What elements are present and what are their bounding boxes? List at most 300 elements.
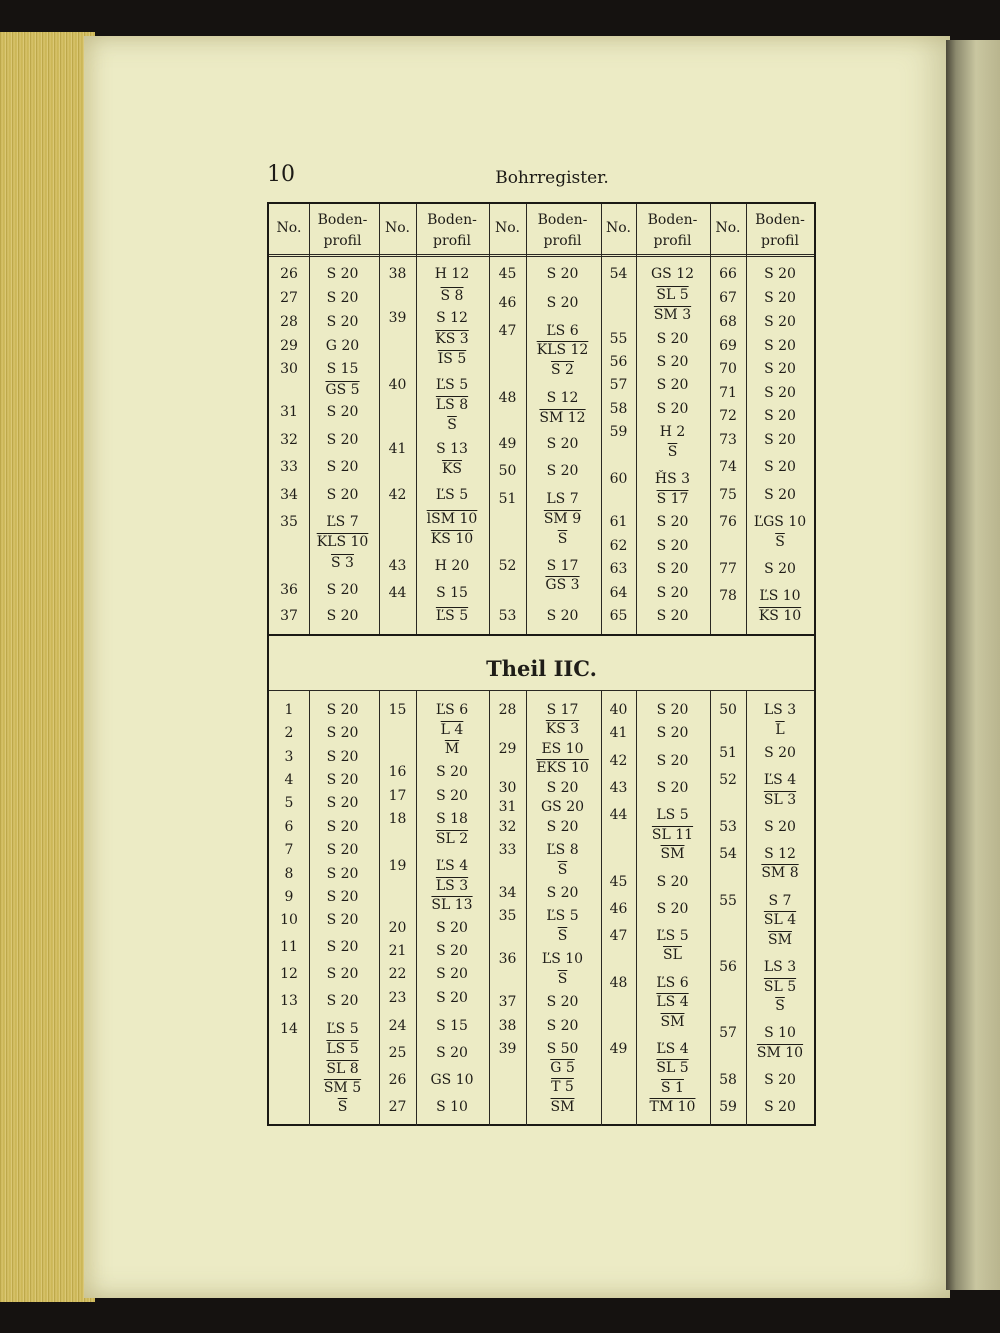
bohrregister-table — [267, 202, 816, 1126]
bore-number: 63 — [609, 561, 628, 577]
soil-profile-entry: KS 3 — [435, 331, 469, 347]
soil-profile-entry: S 15 — [436, 585, 468, 601]
bore-number: 38 — [498, 1018, 517, 1034]
soil-profile-entry: S 20 — [436, 990, 468, 1006]
bore-number: 22 — [388, 966, 407, 982]
soil-profile-entry: EKS 10 — [536, 760, 589, 776]
bore-number: 50 — [719, 702, 737, 718]
soil-profile-entry: ĽS 6 — [656, 975, 689, 991]
bore-number: 26 — [280, 266, 298, 282]
bore-number: 59 — [609, 424, 628, 440]
soil-profile-entry: LS 3 — [435, 878, 469, 894]
soil-profile-entry: LS 4 — [656, 994, 689, 1010]
soil-profile-entry: S 1 — [661, 1080, 684, 1096]
bore-number: 3 — [284, 749, 294, 765]
soil-profile-entry: S 50 — [546, 1041, 579, 1057]
bore-number: 16 — [388, 764, 407, 780]
bore-number: 40 — [388, 377, 407, 393]
header-bodenprofil: Boden- profil — [427, 212, 477, 249]
bore-number: 34 — [498, 885, 517, 901]
soil-profile-entry: S 12 — [436, 310, 468, 326]
bore-number: 49 — [498, 436, 517, 452]
soil-profile-entry: S 20 — [326, 266, 359, 282]
soil-profile-entry: $\overline{SL}$ — [663, 947, 682, 963]
bore-number: 72 — [719, 408, 737, 424]
bore-number: 43 — [388, 558, 407, 574]
soil-profile-entry: S 20 — [656, 538, 689, 554]
soil-profile-entry: SL 11 — [651, 827, 694, 843]
soil-profile-entry: S 20 — [656, 354, 689, 370]
soil-profile-entry: S 20 — [656, 608, 689, 624]
header-no: No. — [276, 220, 302, 236]
soil-profile-entry: LS 5 — [656, 807, 689, 823]
soil-profile-entry: LS 5 — [326, 1041, 359, 1057]
bore-number: 27 — [388, 1099, 407, 1115]
soil-profile-entry: S 20 — [326, 889, 359, 905]
soil-profile-entry: SM 3 — [653, 307, 692, 323]
bore-number: 30 — [280, 361, 298, 377]
soil-profile-entry: ES 10 — [541, 741, 584, 757]
soil-profile-entry: ĽS 5 — [435, 487, 469, 503]
soil-profile-entry: S 20 — [546, 463, 579, 479]
soil-profile-entry: S 20 — [326, 842, 359, 858]
soil-profile-entry: S 20 — [764, 561, 796, 577]
bore-number: 37 — [498, 994, 517, 1010]
soil-profile-entry: G 5 — [550, 1060, 575, 1076]
bore-number: 58 — [609, 401, 628, 417]
bore-number: 12 — [280, 966, 298, 982]
soil-profile-entry: ĽS 8 — [546, 842, 579, 858]
soil-profile-entry: S 20 — [656, 585, 689, 601]
soil-profile-entry: KLS 10 — [316, 534, 369, 550]
soil-profile-entry: GS 5 — [325, 382, 360, 398]
bore-number: 75 — [719, 487, 737, 503]
soil-profile-entry: ĽS 4 — [435, 858, 469, 874]
page-number: 10 — [267, 162, 295, 187]
bore-number: 36 — [498, 951, 517, 967]
soil-profile-entry: S 20 — [436, 920, 468, 936]
bore-number: 41 — [388, 441, 407, 457]
header-bodenprofil: Boden- profil — [755, 212, 805, 249]
soil-profile-entry: KS 10 — [758, 608, 802, 624]
soil-profile-entry: LS 8 — [435, 397, 469, 413]
bore-number: 23 — [388, 990, 407, 1006]
soil-profile-entry: S 10 — [436, 1099, 468, 1115]
header-no: No. — [385, 220, 410, 236]
bore-number: 62 — [609, 538, 628, 554]
bore-number: 55 — [719, 893, 737, 909]
soil-profile-entry: S 20 — [326, 966, 359, 982]
bore-number: 52 — [719, 772, 737, 788]
soil-profile-entry: S 20 — [764, 487, 796, 503]
soil-profile-entry: ĽS 5 — [435, 608, 469, 624]
bore-number: 61 — [609, 514, 628, 530]
soil-profile-entry: S 20 — [656, 725, 689, 741]
soil-profile-entry: $\overline{S}$ — [337, 1099, 348, 1115]
bore-number: 56 — [609, 354, 628, 370]
soil-profile-entry: S 20 — [764, 1099, 796, 1115]
header-no: No. — [495, 220, 520, 236]
soil-profile-entry: TM 10 — [649, 1099, 696, 1115]
header-bodenprofil: Boden- profil — [317, 212, 368, 249]
soil-profile-entry: S 20 — [326, 772, 359, 788]
bore-number: 69 — [719, 338, 737, 354]
soil-profile-entry: $\overline{S}$ — [557, 971, 568, 987]
soil-profile-entry: SL 4 — [763, 912, 797, 928]
soil-profile-entry: $\overline{KS}$ — [441, 461, 463, 477]
soil-profile-entry: SL 8 — [326, 1061, 359, 1077]
soil-profile-entry: H 20 — [434, 558, 470, 574]
soil-profile-entry: SL 5 — [656, 287, 689, 303]
bore-number: 36 — [280, 582, 298, 598]
bore-number: 65 — [609, 608, 628, 624]
soil-profile-entry: S 20 — [764, 266, 796, 282]
soil-profile-entry: ĽS 4 — [763, 772, 797, 788]
soil-profile-entry: SL 13 — [431, 897, 473, 913]
bore-number: 47 — [609, 928, 628, 944]
soil-profile-entry: $\overline{S}$ — [557, 862, 568, 878]
soil-profile-entry: SM 10 — [756, 1045, 804, 1061]
soil-profile-entry: S 20 — [656, 874, 689, 890]
bore-number: 11 — [280, 939, 298, 955]
soil-profile-entry: S 20 — [764, 408, 796, 424]
soil-profile-entry: T 5 — [551, 1079, 574, 1095]
header-bodenprofil: Boden- profil — [537, 212, 588, 249]
bore-number: 24 — [388, 1018, 407, 1034]
bore-number: 58 — [719, 1072, 737, 1088]
soil-profile-entry: S 20 — [326, 702, 359, 718]
bore-number: 8 — [284, 866, 294, 882]
bore-number: 31 — [280, 404, 298, 420]
soil-profile-entry: $\overline{S}$ — [447, 417, 457, 433]
bore-number: 13 — [280, 993, 298, 1009]
book-page-edges — [0, 32, 95, 1302]
bore-number: 56 — [719, 959, 737, 975]
bore-number: 71 — [719, 385, 737, 401]
bore-number: 78 — [719, 588, 737, 604]
soil-profile-entry: S 8 — [440, 288, 464, 304]
soil-profile-entry: S 15 — [326, 361, 359, 377]
soil-profile-entry: S 20 — [764, 432, 796, 448]
bore-number: 47 — [498, 323, 517, 339]
bore-number: 10 — [280, 912, 298, 928]
soil-profile-entry: $\overline{SM}$ — [660, 846, 685, 862]
bore-number: 44 — [609, 807, 628, 823]
soil-profile-entry: SL 5 — [763, 979, 797, 995]
soil-profile-entry: S 20 — [656, 401, 689, 417]
header-no: No. — [715, 220, 741, 236]
soil-profile-entry: S 17 — [656, 491, 689, 507]
bore-number: 18 — [388, 811, 407, 827]
bore-number: 73 — [719, 432, 737, 448]
bore-number: 42 — [609, 753, 628, 769]
soil-profile-entry: ĽS 5 — [546, 908, 579, 924]
bore-number: 53 — [719, 819, 737, 835]
bore-number: 64 — [609, 585, 628, 601]
soil-profile-entry: $\overline{SM}$ — [550, 1099, 575, 1115]
bore-number: 33 — [280, 459, 298, 475]
bore-number: 49 — [609, 1041, 628, 1057]
bore-number: 35 — [280, 514, 298, 530]
bore-number: 39 — [388, 310, 407, 326]
soil-profile-entry: S 20 — [436, 943, 468, 959]
soil-profile-entry: SL 2 — [435, 831, 469, 847]
bore-number: 66 — [719, 266, 737, 282]
soil-profile-entry: S 12 — [764, 846, 796, 862]
bore-number: 39 — [498, 1041, 517, 1057]
row-rule — [269, 634, 814, 636]
soil-profile-entry: S 20 — [326, 459, 359, 475]
soil-profile-entry: S 7 — [768, 893, 792, 909]
header-no: No. — [606, 220, 631, 236]
bore-number: 34 — [280, 487, 298, 503]
adjacent-page-edge — [946, 40, 1000, 1290]
soil-profile-entry: S 20 — [326, 725, 359, 741]
soil-profile-entry: S 20 — [546, 436, 579, 452]
soil-profile-entry: S 13 — [436, 441, 468, 457]
soil-profile-entry: S 20 — [326, 912, 359, 928]
soil-profile-entry: SL 3 — [763, 792, 797, 808]
soil-profile-entry: S 20 — [764, 819, 796, 835]
bore-number: 55 — [609, 331, 628, 347]
soil-profile-entry: $\overline{SM}$ — [660, 1014, 685, 1030]
bore-number: 70 — [719, 361, 737, 377]
soil-profile-entry: S 20 — [436, 1045, 468, 1061]
soil-profile-entry: H 2 — [659, 424, 686, 440]
soil-profile-entry: SM 8 — [761, 865, 799, 881]
soil-profile-entry: S 20 — [764, 361, 796, 377]
bore-number: 25 — [388, 1045, 407, 1061]
soil-profile-entry: S 20 — [656, 702, 689, 718]
bore-number: 51 — [498, 491, 517, 507]
soil-profile-entry: $\overline{S}$ — [557, 531, 568, 547]
soil-profile-entry: LS 7 — [546, 491, 579, 507]
soil-profile-entry: G 20 — [325, 338, 360, 354]
soil-profile-entry: S 20 — [764, 385, 796, 401]
bore-number: 45 — [498, 266, 517, 282]
soil-profile-entry: S 20 — [764, 338, 796, 354]
soil-profile-entry: GS 3 — [545, 577, 580, 593]
bore-number: 28 — [498, 702, 517, 718]
bore-number: 50 — [498, 463, 517, 479]
bore-number: 37 — [280, 608, 298, 624]
soil-profile-entry: KLS 12 — [536, 342, 589, 358]
soil-profile-entry: S 20 — [656, 780, 689, 796]
soil-profile-entry: S 20 — [326, 608, 359, 624]
bore-number: 7 — [284, 842, 294, 858]
soil-profile-entry: $\overline{S}$ — [557, 928, 568, 944]
bore-number: 2 — [284, 725, 294, 741]
bore-number: 42 — [388, 487, 407, 503]
soil-profile-entry: GS 10 — [430, 1072, 474, 1088]
bore-number: 52 — [498, 558, 517, 574]
bore-number: 77 — [719, 561, 737, 577]
bore-number: 45 — [609, 874, 628, 890]
soil-profile-entry: S 20 — [656, 901, 689, 917]
soil-profile-entry: S 20 — [326, 582, 359, 598]
soil-profile-entry: ĽS 4 — [656, 1041, 689, 1057]
soil-profile-entry: S 20 — [764, 1072, 796, 1088]
soil-profile-entry: $\overline{M}$ — [444, 741, 460, 757]
bore-number: 30 — [498, 780, 517, 796]
soil-profile-entry: S 20 — [546, 780, 579, 796]
soil-profile-entry: S 12 — [546, 390, 579, 406]
soil-profile-entry: $\overline{S}$ — [667, 444, 678, 460]
soil-profile-entry: $\overline{S}$ — [775, 998, 785, 1014]
bore-number: 54 — [719, 846, 737, 862]
soil-profile-entry: ĽS 7 — [326, 514, 359, 530]
bore-number: 26 — [388, 1072, 407, 1088]
bore-number: 38 — [388, 266, 407, 282]
soil-profile-entry: S 10 — [764, 1025, 796, 1041]
soil-profile-entry: LS 3 — [763, 959, 797, 975]
bore-number: 4 — [284, 772, 294, 788]
soil-profile-entry: S 20 — [764, 290, 796, 306]
soil-profile-entry: S 20 — [326, 993, 359, 1009]
bore-number: 41 — [609, 725, 628, 741]
soil-profile-entry: KS 10 — [430, 531, 474, 547]
soil-profile-entry: S 2 — [551, 362, 574, 378]
bore-number: 51 — [719, 745, 737, 761]
soil-profile-entry: S 20 — [546, 819, 579, 835]
soil-profile-entry: S 20 — [546, 608, 579, 624]
bore-number: 15 — [388, 702, 407, 718]
soil-profile-entry: S 20 — [436, 764, 468, 780]
soil-profile-entry: S 20 — [326, 314, 359, 330]
soil-profile-entry: S 15 — [436, 1018, 468, 1034]
bore-number: 29 — [498, 741, 517, 757]
soil-profile-entry: S 20 — [326, 290, 359, 306]
bore-number: 9 — [284, 889, 294, 905]
bore-number: 53 — [498, 608, 517, 624]
soil-profile-entry: SL 5 — [656, 1060, 689, 1076]
bore-number: 59 — [719, 1099, 737, 1115]
soil-profile-entry: S 20 — [546, 1018, 579, 1034]
bore-number: 54 — [609, 266, 628, 282]
bore-number: 76 — [719, 514, 737, 530]
row-rule — [269, 690, 814, 691]
soil-profile-entry: ĽS 6 — [435, 702, 469, 718]
soil-profile-entry: ĽS 5 — [435, 377, 469, 393]
bore-number: 40 — [609, 702, 628, 718]
section-title: Theil IIC. — [486, 656, 597, 681]
bore-number: 20 — [388, 920, 407, 936]
soil-profile-entry: S 20 — [546, 295, 579, 311]
soil-profile-entry: GS 20 — [540, 799, 585, 815]
bore-number: 29 — [280, 338, 298, 354]
soil-profile-entry: S 20 — [326, 939, 359, 955]
bore-number: 1 — [284, 702, 294, 718]
bore-number: 5 — [284, 795, 294, 811]
bore-number: 21 — [388, 943, 407, 959]
running-title: Bohrregister. — [495, 168, 609, 188]
bore-number: 32 — [498, 819, 517, 835]
soil-profile-entry: IS 5 — [437, 351, 467, 367]
soil-profile-entry: S 20 — [546, 885, 579, 901]
soil-profile-entry: GS 12 — [650, 266, 695, 282]
bore-number: 43 — [609, 780, 628, 796]
soil-profile-entry: SM 12 — [539, 410, 586, 426]
bore-number: 31 — [498, 799, 517, 815]
soil-profile-entry: $\overline{L}$ — [775, 722, 785, 738]
bore-number: 6 — [284, 819, 294, 835]
row-rule — [269, 254, 814, 257]
bore-number: 74 — [719, 459, 737, 475]
soil-profile-entry: SM 9 — [543, 511, 582, 527]
bore-number: 19 — [388, 858, 407, 874]
soil-profile-entry: ĽS 10 — [541, 951, 584, 967]
soil-profile-entry: S 20 — [656, 331, 689, 347]
bore-number: 44 — [388, 585, 407, 601]
soil-profile-entry: S 18 — [436, 811, 468, 827]
soil-profile-entry: S 20 — [546, 994, 579, 1010]
bore-number: 48 — [609, 975, 628, 991]
soil-profile-entry: ĽS 5 — [656, 928, 689, 944]
bore-number: 32 — [280, 432, 298, 448]
bore-number: 27 — [280, 290, 298, 306]
bore-number: 46 — [498, 295, 517, 311]
bore-number: 48 — [498, 390, 517, 406]
soil-profile-entry: $\overline{S}$ — [775, 534, 785, 550]
bore-number: 14 — [280, 1021, 298, 1037]
soil-profile-entry: S 20 — [326, 866, 359, 882]
soil-profile-entry: S 20 — [326, 795, 359, 811]
soil-profile-entry: S 20 — [326, 749, 359, 765]
soil-profile-entry: S 17 — [546, 558, 579, 574]
soil-profile-entry: S 17 — [546, 702, 579, 718]
bore-number: 33 — [498, 842, 517, 858]
soil-profile-entry: SM 5 — [323, 1080, 362, 1096]
bore-number: 68 — [719, 314, 737, 330]
soil-profile-entry: L 4 — [440, 722, 464, 738]
soil-profile-entry: ȞS 3 — [654, 471, 691, 487]
soil-profile-entry: S 20 — [764, 745, 796, 761]
soil-profile-entry: ĽGS 10 — [753, 514, 807, 530]
soil-profile-entry: S 20 — [326, 432, 359, 448]
soil-profile-entry: S 20 — [436, 788, 468, 804]
bore-number: 60 — [609, 471, 628, 487]
bore-number: 17 — [388, 788, 407, 804]
soil-profile-entry: S 3 — [331, 555, 354, 571]
soil-profile-entry: lSM 10 — [426, 511, 478, 527]
soil-profile-entry: S 20 — [764, 459, 796, 475]
soil-profile-entry: S 20 — [436, 966, 468, 982]
soil-profile-entry: S 20 — [326, 487, 359, 503]
soil-profile-entry: S 20 — [656, 753, 689, 769]
soil-profile-entry: S 20 — [326, 819, 359, 835]
bore-number: 57 — [609, 377, 628, 393]
soil-profile-entry: ĽS 6 — [546, 323, 579, 339]
soil-profile-entry: ĽS 10 — [759, 588, 801, 604]
soil-profile-entry: S 20 — [656, 561, 689, 577]
bore-number: 46 — [609, 901, 628, 917]
bore-number: 28 — [280, 314, 298, 330]
soil-profile-entry: S 20 — [656, 377, 689, 393]
bore-number: 57 — [719, 1025, 737, 1041]
bore-number: 67 — [719, 290, 737, 306]
bore-number: 35 — [498, 908, 517, 924]
soil-profile-entry: S 20 — [656, 514, 689, 530]
soil-profile-entry: S 20 — [546, 266, 579, 282]
soil-profile-entry: KS 3 — [545, 721, 580, 737]
soil-profile-entry: LS 3 — [763, 702, 797, 718]
header-bodenprofil: Boden- profil — [647, 212, 698, 249]
soil-profile-entry: S 20 — [326, 404, 359, 420]
soil-profile-entry: ĽS 5 — [326, 1021, 359, 1037]
soil-profile-entry: H 12 — [434, 266, 470, 282]
soil-profile-entry: $\overline{SM}$ — [768, 932, 792, 948]
soil-profile-entry: S 20 — [764, 314, 796, 330]
